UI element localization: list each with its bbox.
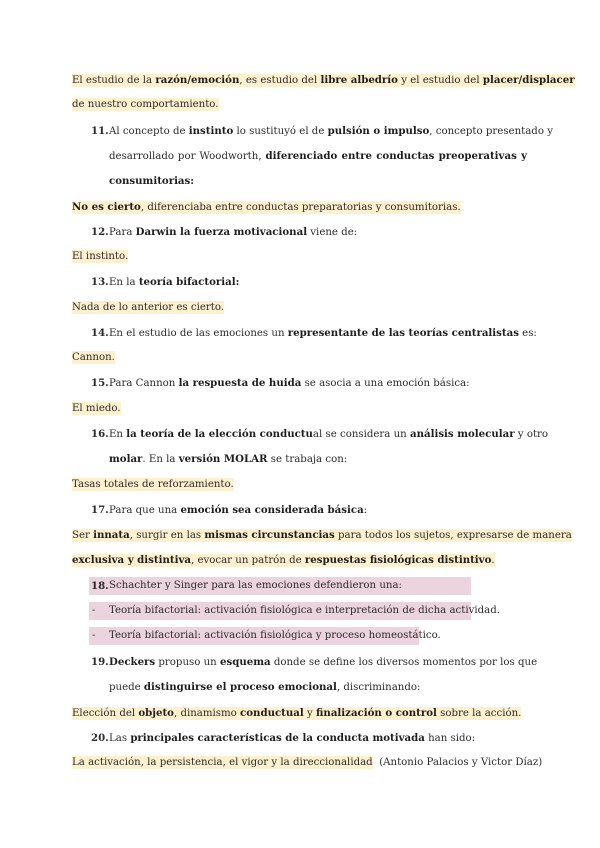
question-number-19: 19. <box>91 656 109 668</box>
answer-12: El instinto. <box>72 251 129 262</box>
question-14: En el estudio de las emociones un representante de las teorías centralistas es: <box>109 327 537 339</box>
question-18: Schachter y Singer para las emociones defendieron una: <box>109 580 402 591</box>
answer-16: Tasas totales de reforzamiento. <box>72 479 234 490</box>
question-number-11: 11. <box>91 125 109 137</box>
question-13: En la teoría bifactorial: <box>109 276 240 288</box>
option-18-2-dash: - <box>92 630 96 641</box>
question-11-line-1: Al concepto de instinto lo sustituyó el de pulsión o impulso, concepto presentado y <box>109 125 553 137</box>
question-number-16: 16. <box>91 428 109 440</box>
question-number-12: 12. <box>91 226 109 238</box>
question-16-line-1: En la teoría de la elección conductual se considera un análisis molecular y otro <box>109 428 549 440</box>
option-18-1: Teoría bifactorial: activación fisiológica e interpretación de dicha actividad. <box>109 605 500 616</box>
answer-11: No es cierto, diferenciaba entre conductas preparatorias y consumitorias. <box>72 201 461 213</box>
question-17: Para que una emoción sea considerada básica: <box>109 504 368 516</box>
question-12: Para Darwin la fuerza motivacional viene de: <box>109 226 358 238</box>
answer-17-line-2: exclusiva y distintiva, evocar un patrón de respuestas fisiológicas distintivo. <box>72 554 495 566</box>
option-18-1-dash: - <box>92 605 96 616</box>
answer-19: Elección del objeto, dinamismo conductual y finalización o control sobre la acción. <box>72 707 522 719</box>
question-20: Las principales características de la conducta motivada han sido: <box>109 732 476 744</box>
question-19-line-1: Deckers propuso un esquema donde se define los diversos momentos por los que <box>109 656 538 668</box>
question-11-line-3: consumitorias: <box>109 175 195 187</box>
answer-20: La activación, la persistencia, el vigor y la direccionalidad (Antonio Palacios y Victor Díaz) <box>72 757 543 768</box>
question-16-line-2: molar. En la versión MOLAR se trabaja con: <box>109 453 348 465</box>
question-number-15: 15. <box>91 377 109 389</box>
answer-15: El miedo. <box>72 403 121 414</box>
question-number-13: 13. <box>91 276 109 288</box>
intro-line-1: El estudio de la razón/emoción, es estudio del libre albedrío y el estudio del placer/displacer <box>72 74 575 86</box>
question-number-20: 20. <box>91 732 109 744</box>
intro-line-2: de nuestro comportamiento. <box>72 99 219 110</box>
answer-14: Cannon. <box>72 352 115 363</box>
answer-13: Nada de lo anterior es cierto. <box>72 302 225 313</box>
question-11-line-2: desarrollado por Woodworth, diferenciado entre conductas preoperativas y <box>109 150 527 162</box>
question-19-line-2: puede distinguirse el proceso emocional, discriminando: <box>109 681 421 693</box>
citation: (Antonio Palacios y Victor Díaz) <box>379 757 543 768</box>
option-18-2: Teoría bifactorial: activación fisiológica y proceso homeostático. <box>109 630 441 641</box>
question-number-17: 17. <box>91 504 109 516</box>
answer-17-line-1: Ser innata, surgir en las mismas circunstancias para todos los sujetos, expresarse de manera <box>72 529 572 541</box>
question-15: Para Cannon la respuesta de huida se asocia a una emoción básica: <box>109 377 470 389</box>
question-number-18: 18. <box>91 580 109 592</box>
question-number-14: 14. <box>91 327 109 339</box>
